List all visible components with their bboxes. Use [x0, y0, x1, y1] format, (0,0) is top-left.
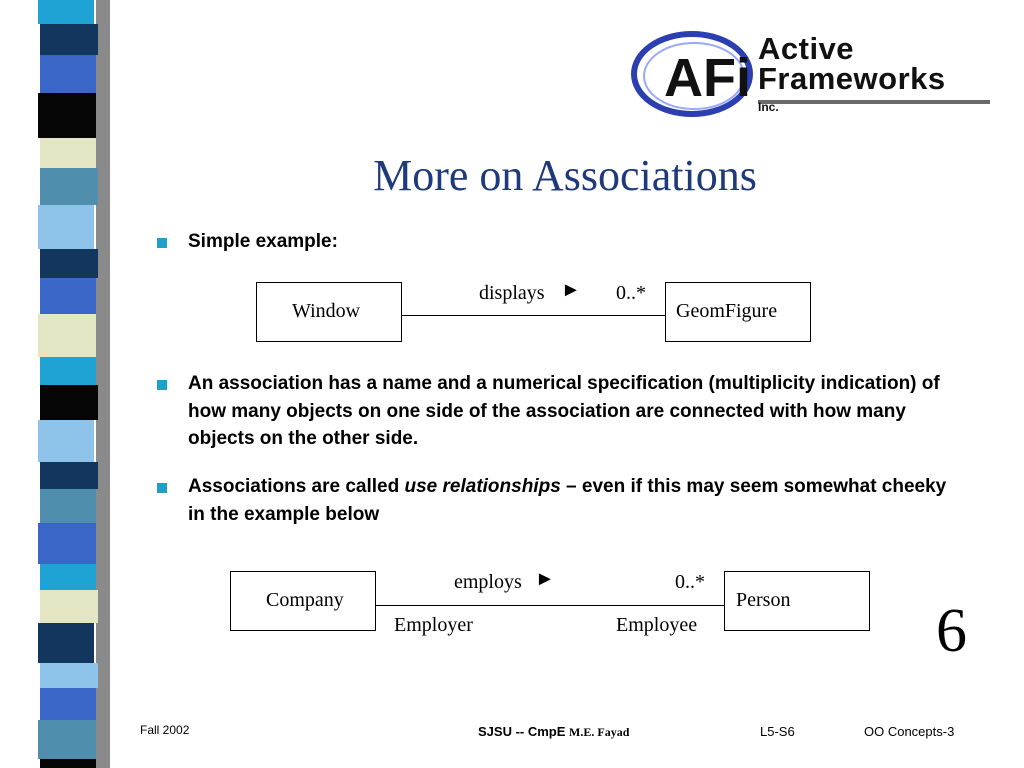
bullet-marker-icon [157, 380, 167, 390]
logo-monogram: AFi [664, 48, 751, 108]
stripe-block [40, 278, 96, 314]
page-number: 6 [936, 597, 967, 665]
stripe-block [38, 205, 94, 249]
bullet-3-text-after: – even if this may seem somewhat cheeky in the example below [188, 476, 947, 525]
association-line-1 [401, 315, 666, 316]
stripe-block [38, 623, 94, 663]
footer-topic: OO Concepts-3 [864, 724, 955, 739]
association-name-displays: displays [479, 282, 545, 304]
class-name-window: Window [292, 300, 361, 322]
bullet-marker-icon [157, 238, 167, 248]
class-box-person [724, 571, 870, 631]
class-name-geomfigure: GeomFigure [676, 300, 778, 322]
bullet-3-emphasis: use relationships [404, 476, 561, 497]
stripe-block [40, 385, 98, 420]
stripe-block [40, 168, 98, 205]
stripe-block [40, 688, 96, 720]
class-name-company: Company [266, 589, 344, 611]
stripe-block [40, 249, 98, 278]
multiplicity-label-1: 0..* [616, 282, 646, 304]
stripe-block [40, 138, 96, 168]
footer-course [478, 724, 629, 740]
footer-course-code: SJSU -- CmpE [478, 724, 566, 739]
role-label-employer: Employer [394, 614, 473, 636]
multiplicity-label-2: 0..* [675, 571, 705, 593]
stripe-block [40, 24, 98, 55]
stripe-block [38, 720, 96, 759]
stripe-block [38, 523, 96, 564]
stripe-block [40, 663, 98, 688]
stripe-block [38, 93, 96, 138]
bullet-2-text: An association has a name and a numerical specification (multiplicity indication) of how many objects on one side of the association are connected with how many objects on the other side. [188, 373, 940, 449]
stripe-block [40, 489, 96, 523]
footer-slide-code: L5-S6 [760, 724, 795, 739]
class-box-window [256, 282, 402, 342]
class-name-person: Person [736, 589, 791, 611]
stripe-block [40, 590, 98, 623]
logo-line-3: Inc. [758, 100, 779, 114]
class-box-geomfigure [665, 282, 811, 342]
stripe-block [38, 420, 94, 462]
role-label-employee: Employee [616, 614, 698, 636]
association-name-employs: employs [454, 571, 522, 593]
logo-line-1: Active [758, 31, 855, 66]
bullet-3-text-before: Associations are called [188, 476, 405, 497]
stripe-block [40, 564, 96, 590]
stripe-block [40, 357, 96, 385]
logo-line-2: Frameworks [758, 61, 946, 96]
bullet-marker-icon [157, 483, 167, 493]
footer-author: M.E. Fayad [569, 725, 630, 739]
stripe-block [38, 0, 94, 24]
decorative-stripe-band [0, 0, 118, 768]
association-line-2 [375, 605, 725, 606]
bullet-3-text [188, 473, 948, 528]
stripe-block [40, 462, 98, 489]
slide-title: More on Associations [373, 151, 757, 200]
logo-wordmark [758, 31, 946, 114]
stripe-block [38, 314, 96, 357]
stripe-block [40, 55, 96, 93]
footer-date: Fall 2002 [140, 723, 190, 737]
stripe-block [40, 759, 96, 768]
class-box-company [230, 571, 376, 631]
direction-arrow-icon: ► [561, 279, 581, 301]
direction-arrow-icon: ► [535, 568, 555, 590]
bullet-1-text: Simple example: [188, 231, 338, 252]
